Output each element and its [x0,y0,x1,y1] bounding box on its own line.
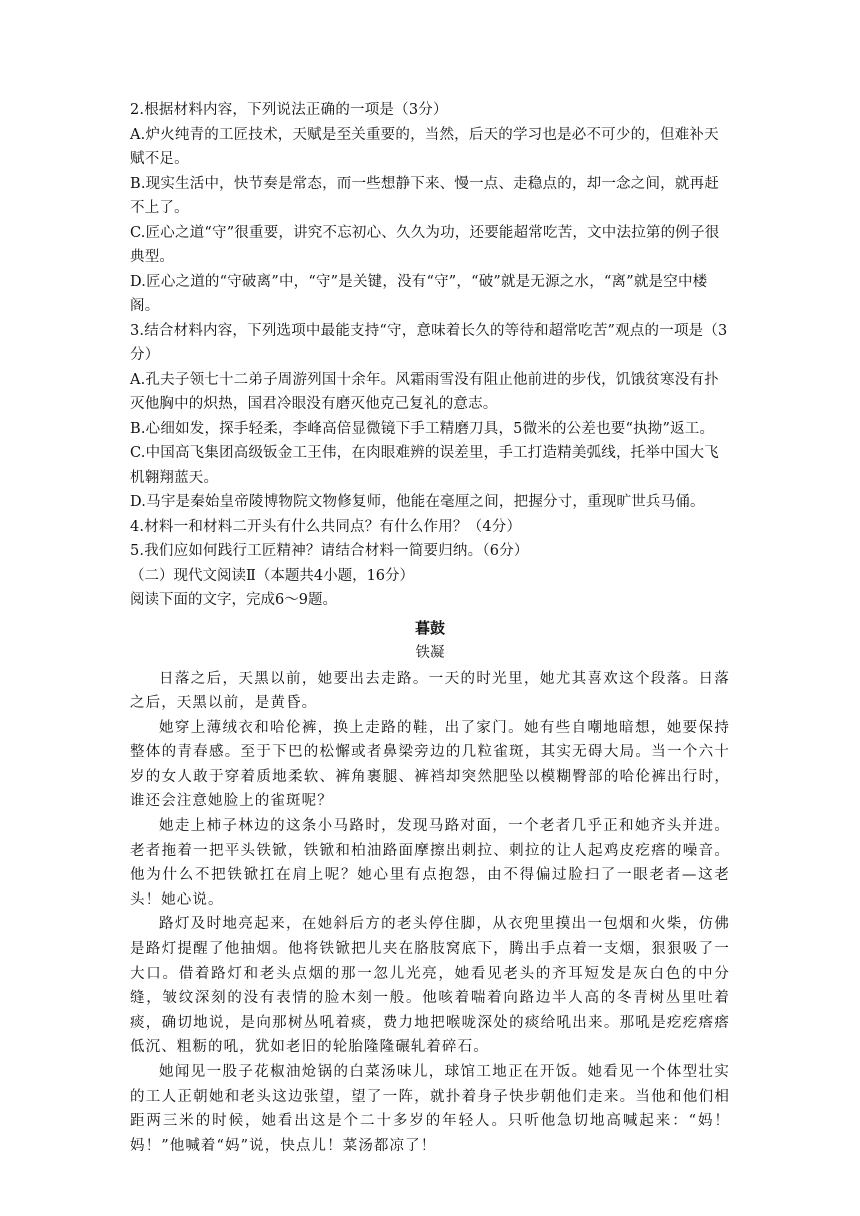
option-b: B.现实生活中，快节奏是常态，而一些想静下来、慢一点、走稳点的，却一念之间，就再赶不上了。 [130,175,719,216]
option-a: A.孔夫子领七十二弟子周游列国十余年。风霜雨雪没有阻止他前进的步伐，饥饿贫寒没有扑灭他胸中的炽热，国君冷眼没有磨灭他克己复礼的意志。 [130,371,719,412]
article-paragraph: 路灯及时地亮起来，在她斜后方的老头停住脚，从衣兜里摸出一包烟和火柴，仿佛是路灯提醒了他抽烟。他将铁锨把儿夹在胳肢窝底下，腾出手点着一支烟，狠狠吸了一大口。借着路灯和老头点烟的那一忽儿光亮，她看见老头的齐耳短发是灰白色的中分缝，皱纹深刻的没有表情的脸木刻一般。他咳着喘着向路边半人高的冬青树丛里吐着痰，确切地说，是向那树丛吼着痰，费力地把喉咙深处的痰给吼出来。那吼是疙疙瘩瘩低沉、粗粝的吼，犹如老旧的轮胎隆隆碾轧着碎石。 [130,916,730,1056]
article-paragraph: 她闻见一股子花椒油炝锅的白菜汤味儿，球馆工地正在开饭。她看见一个体型壮实的工人正朝她和老头这边张望，望了一阵，就扑着身子快步朝他们走来。当他和他们相距两三米的时候，她看出这是个二十多岁的年轻人。只听他急切地高喊起来：“妈！妈！”他喊着“妈”说，快点儿！菜汤都凉了！ [130,1064,730,1154]
option-c: C.匠心之道“守”很重要，讲究不忘初心、久久为功，还要能超常吃苦，文中法拉第的例子很典型。 [130,224,720,265]
article-title: 暮鼓 [414,618,445,637]
section-heading: （二）现代文阅读Ⅱ（本题共4小题，16分） [130,567,415,584]
option-d: D.匠心之道的“守破离”中，“守”是关键，没有“守”，“破”就是无源之水，“离”就是空中楼阁。 [130,273,708,314]
article-author: 铁凝 [415,644,445,661]
question-4: 4.材料一和材料二开头有什么共同点？有什么作用？（4分） [130,518,522,535]
article-paragraph: 她走上柿子林边的这条小马路时，发现马路对面，一个老者几乎正和她齐头并进。老者拖着一把平头铁锨，铁锨和柏油路面摩擦出刺拉、刺拉的让人起鸡皮疙瘩的噪音。他为什么不把铁锨扛在肩上呢？她心里有点抱怨，由不得偏过脸扫了一眼老者—这老头！她心说。 [130,818,730,908]
question-2 [130,98,730,319]
section-instruction: 阅读下面的文字，完成6～9题。 [130,592,337,608]
question-3 [130,319,730,515]
article-paragraph: 她穿上薄绒衣和哈伦裤，换上走路的鞋，出了家门。她有些自嘲地暗想，她要保持整体的青春感。至于下巴的松懈或者鼻梁旁边的几粒雀斑，其实无碍大局。当一个六十岁的女人敢于穿着质地柔软、裤角裹腿、裤裆却突然肥坠以模糊臀部的哈伦裤出行时，谁还会注意她脸上的雀斑呢？ [130,719,730,810]
question-stem: 2.根据材料内容，下列说法正确的一项是（3分） [130,102,448,118]
article-paragraph: 日落之后，天黑以前，她要出去走路。一天的时光里，她尤其喜欢这个段落。日落之后，天黑以前，是黄昏。 [130,670,730,712]
question-5: 5.我们应如何践行工匠精神？请结合材料一简要归纳。（6分） [130,543,529,559]
option-a: A.炉火纯青的工匠技术，天赋是至关重要的，当然，后天的学习也是必不可少的，但难补天赋不足。 [130,126,719,167]
option-d: D.马宇是秦始皇帝陵博物院文物修复师，他能在毫厘之间，把握分寸，重现旷世兵马俑。 [130,494,705,510]
question-stem: 3.结合材料内容，下列选项中最能支持“守，意味着长久的等待和超常吃苦”观点的一项是（3分） [130,322,728,363]
option-c: C.中国高飞集团高级钣金工王伟，在肉眼难辨的误差里，手工打造精美弧线，托举中国大飞机翱翔蓝天。 [130,445,719,486]
option-b: B.心细如发，探手轻柔，李峰高倍显微镜下手工精磨刀具，5微米的公差也要“执拗”返工。 [130,420,715,437]
